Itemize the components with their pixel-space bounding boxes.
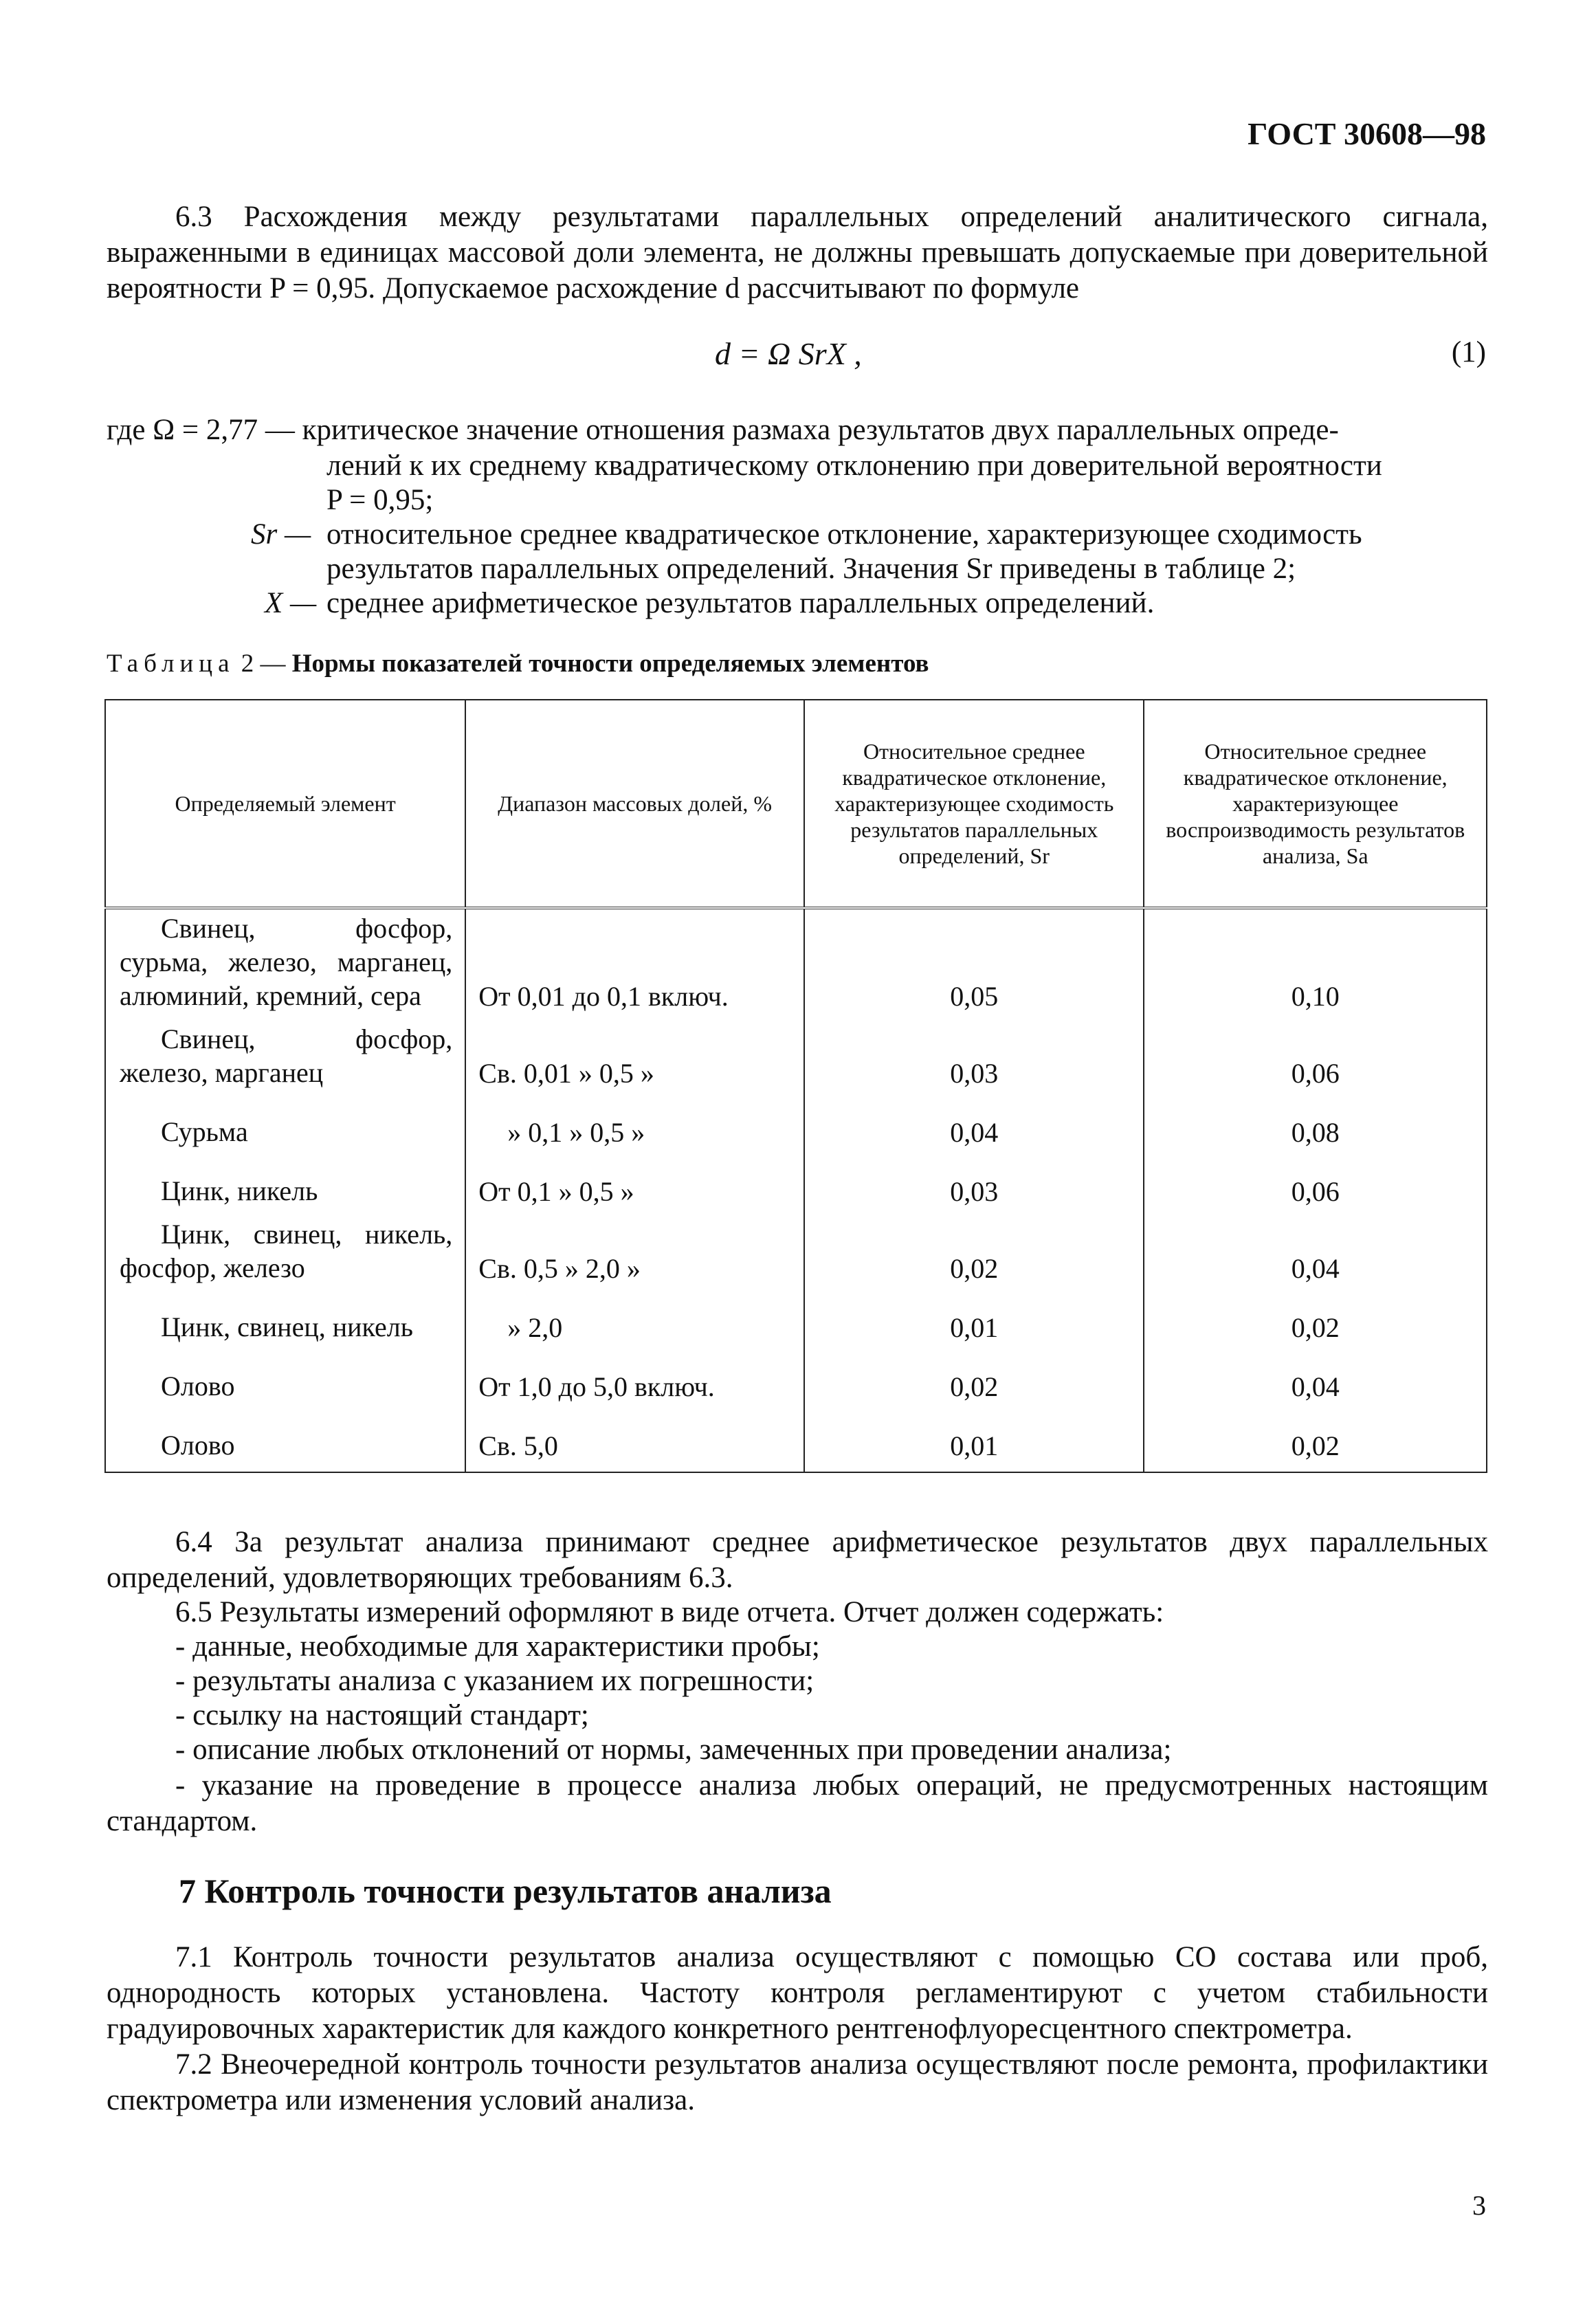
paragraph-6-3: 6.3 Расхождения между результатами параллельных определений аналитического сигнала, выраженными в единицах массовой доли элемента, не должны превышать допускаемые при доверительной вероятности P = 0,95. Допускаемое расхождение d рассчитывают по формуле [107, 201, 1488, 304]
legend-omega-cont: лений к их среднему квадратическому отклонению при доверительной вероятности [326, 450, 1382, 482]
caption-label: Таблица [107, 650, 235, 678]
legend-sr-cont: результатов параллельных определений. Значения Sr приведены в таблице 2; [326, 553, 1296, 585]
list-item: - результаты анализа с указанием их погрешности; [175, 1665, 814, 1697]
table-row [105, 908, 1487, 1012]
cell-sr: 0,02 [804, 1344, 1144, 1403]
cell-range: » 0,1 » 0,5 » [465, 1089, 804, 1149]
cell-sa: 0,06 [1144, 1149, 1487, 1208]
table-caption [107, 649, 929, 678]
cell-element: Олово [105, 1344, 465, 1403]
cell-sr: 0,03 [804, 1149, 1144, 1208]
header-element: Определяемый элемент [105, 700, 465, 908]
table-row [105, 1149, 1487, 1208]
cell-sa: 0,02 [1144, 1403, 1487, 1472]
page-number: 3 [1472, 2190, 1486, 2221]
legend-omega-p: P = 0,95; [326, 484, 434, 516]
cell-sr: 0,02 [804, 1208, 1144, 1285]
header-sr: Относительное среднее квадратическое отклонение, характеризующее сходимость результатов параллельных определений, Sr [804, 700, 1144, 908]
paragraph-7-2: 7.2 Внеочередной контроль точности результатов анализа осуществляют после ремонта, профилактики спектрометра или изменения условий анализа. [107, 2048, 1488, 2116]
cell-range: От 0,1 » 0,5 » [465, 1149, 804, 1208]
caption-number: 2 — [241, 650, 286, 678]
section-7-heading: 7 Контроль точности результатов анализа [179, 1872, 832, 1910]
cell-sr: 0,05 [804, 908, 1144, 1012]
caption-title: Нормы показателей точности определяемых элементов [291, 650, 929, 678]
paragraph-6-5: 6.5 Результаты измерений оформляют в виде отчета. Отчет должен содержать: [175, 1596, 1164, 1628]
formula: d = Ω SrX , [715, 336, 862, 371]
formula-number: (1) [1451, 336, 1486, 368]
table-row [105, 1344, 1487, 1403]
cell-range: Св. 0,01 » 0,5 » [465, 1012, 804, 1089]
legend-sr-symbol: Sr — [251, 518, 311, 551]
table-row [105, 1208, 1487, 1285]
cell-range: » 2,0 [465, 1285, 804, 1344]
list-item: - описание любых отклонений от нормы, замеченных при проведении анализа; [175, 1733, 1172, 1766]
cell-sr: 0,03 [804, 1012, 1144, 1089]
cell-range: От 1,0 до 5,0 включ. [465, 1344, 804, 1403]
cell-element: Олово [105, 1403, 465, 1472]
document-code: ГОСТ 30608—98 [1248, 116, 1486, 151]
cell-sr: 0,01 [804, 1403, 1144, 1472]
list-item-last: - указание на проведение в процессе анализа любых операций, не предусмотренных настоящим стандартом. [107, 1769, 1488, 1837]
table-header-row [105, 700, 1487, 908]
list-item: - данные, необходимые для характеристики пробы; [175, 1630, 820, 1663]
header-range: Диапазон массовых долей, % [465, 700, 804, 908]
cell-sa: 0,02 [1144, 1285, 1487, 1344]
cell-sa: 0,08 [1144, 1089, 1487, 1149]
paragraph-7-1: 7.1 Контроль точности результатов анализа осуществляют с помощью СО состава или проб, однородность которых установлена. Частоту контроля регламентируют с учетом стабильности градуировочных характеристик для каждого конкретного рентгенофлуоресцентного спектрометра. [107, 1941, 1488, 2045]
cell-sa: 0,06 [1144, 1012, 1487, 1089]
legend-x: среднее арифметическое результатов параллельных определений. [326, 587, 1155, 619]
cell-element: Сурьма [105, 1089, 465, 1149]
paragraph-6-4: 6.4 За результат анализа принимают среднее арифметическое результатов двух параллельных определений, удовлетворяющих требованиям 6.3. [107, 1526, 1488, 1594]
cell-element: Свинец, фосфор, железо, марганец [105, 1012, 465, 1089]
cell-element: Цинк, свинец, никель, фосфор, железо [105, 1208, 465, 1285]
cell-sa: 0,10 [1144, 908, 1487, 1012]
cell-element: Цинк, свинец, никель [105, 1285, 465, 1344]
table-row [105, 1285, 1487, 1344]
list-item: - ссылку на настоящий стандарт; [175, 1699, 589, 1731]
table-row [105, 1012, 1487, 1089]
cell-sa: 0,04 [1144, 1208, 1487, 1285]
cell-range: Св. 5,0 [465, 1403, 804, 1472]
cell-sa: 0,04 [1144, 1344, 1487, 1403]
cell-sr: 0,01 [804, 1285, 1144, 1344]
legend-omega: где Ω = 2,77 — критическое значение отношения размаха результатов двух параллельных опреде- [107, 414, 1339, 446]
cell-sr: 0,04 [804, 1089, 1144, 1149]
accuracy-table [104, 699, 1487, 1473]
legend-sr: относительное среднее квадратическое отклонение, характеризующее сходимость [326, 518, 1362, 551]
table-row [105, 1403, 1487, 1472]
legend-x-symbol: X — [265, 587, 317, 619]
table-row [105, 1089, 1487, 1149]
cell-element: Свинец, фосфор, сурьма, железо, марганец, алюминий, кремний, сера [105, 908, 465, 1012]
cell-element: Цинк, никель [105, 1149, 465, 1208]
cell-range: От 0,01 до 0,1 включ. [465, 908, 804, 1012]
header-sa: Относительное среднее квадратическое отклонение, характеризующее воспроизводимость результатов анализа, Sa [1144, 700, 1487, 908]
cell-range: Св. 0,5 » 2,0 » [465, 1208, 804, 1285]
